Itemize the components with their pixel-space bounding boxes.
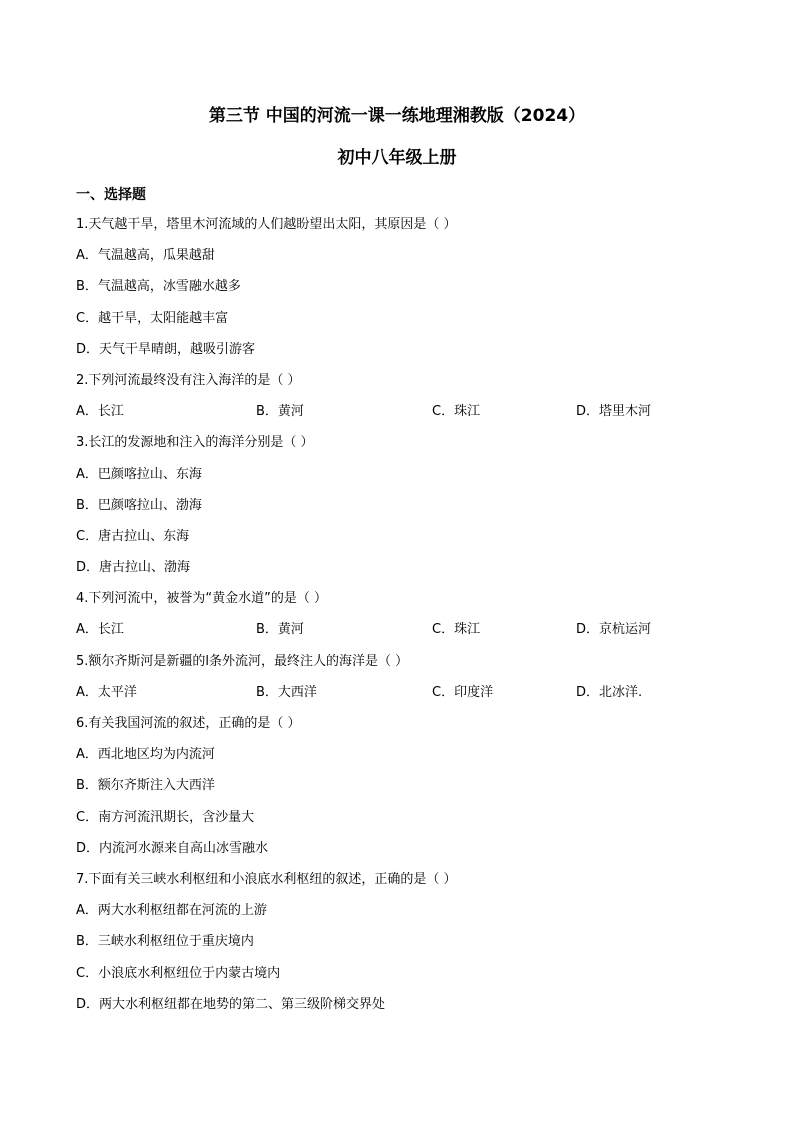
question-stem: 7.下面有关三峡水利枢纽和小浪底水利枢纽的叙述，正确的是（ ） <box>76 871 457 887</box>
option-c: C．印度洋 <box>432 684 494 700</box>
option-c: C．小浪底水利枢纽位于内蒙古境内 <box>76 965 281 981</box>
option-a: A．太平洋 <box>76 684 137 700</box>
option-a: A．西北地区均为内流河 <box>76 747 215 763</box>
document-subtitle: 初中八年级上册 <box>337 148 457 168</box>
option-c: C．南方河流汛期长，含沙量大 <box>76 809 255 825</box>
question-2 <box>76 368 736 430</box>
question-7 <box>76 867 736 1023</box>
option-d: D．北冰洋. <box>576 684 643 700</box>
option-d: D．内流河水源来自高山冰雪融水 <box>76 840 269 856</box>
question-stem: 4.下列河流中，被誉为“黄金水道”的是（ ） <box>76 591 328 607</box>
question-stem: 5.额尔齐斯河是新疆的l条外流河，最终注人的海洋是（ ） <box>76 653 409 669</box>
option-b: B．额尔齐斯注入大西洋 <box>76 778 215 794</box>
option-d: D．两大水利枢纽都在地势的第二、第三级阶梯交界处 <box>76 996 386 1012</box>
option-a: A．长江 <box>76 404 124 420</box>
question-stem: 1.天气越干旱，塔里木河流域的人们越盼望出太阳，其原因是（ ） <box>76 217 457 232</box>
option-a: A．两大水利枢纽都在河流的上游 <box>76 903 267 919</box>
option-b: B．大西洋 <box>256 684 317 700</box>
question-stem: 6.有关我国河流的叙述，正确的是（ ） <box>76 716 301 731</box>
option-row <box>76 617 736 648</box>
question-stem: 3.长江的发源地和注入的海洋分别是（ ） <box>76 435 314 451</box>
question-1 <box>76 212 736 368</box>
option-b: B．气温越高，冰雪融水越多 <box>76 279 241 295</box>
option-b: B．三峡水利枢纽位于重庆境内 <box>76 934 254 950</box>
question-list <box>76 212 736 1023</box>
option-b: B．黄河 <box>256 404 304 420</box>
option-c: C．珠江 <box>432 404 481 420</box>
question-5 <box>76 649 736 711</box>
question-6 <box>76 711 736 867</box>
option-d: D．京杭运河 <box>576 622 652 638</box>
option-row <box>76 680 736 711</box>
option-row <box>76 399 736 430</box>
option-d: D．塔里木河 <box>576 404 652 420</box>
option-a: A．气温越高，瓜果越甜 <box>76 248 215 264</box>
question-stem: 2.下列河流最终没有注入海洋的是（ ） <box>76 372 301 388</box>
option-b: B．巴颜喀拉山、渤海 <box>76 497 202 513</box>
section-heading: 一、选择题 <box>76 187 146 203</box>
document-title: 第三节 中国的河流一课一练地理湘教版（2024） <box>208 106 586 126</box>
question-4 <box>76 586 736 648</box>
option-d: D．唐古拉山、渤海 <box>76 560 191 576</box>
option-c: C．越干旱，太阳能越丰富 <box>76 310 229 326</box>
option-c: C．珠江 <box>432 622 481 638</box>
option-d: D．天气干旱晴朗，越吸引游客 <box>76 341 256 357</box>
option-a: A．长江 <box>76 622 124 638</box>
option-a: A．巴颜喀拉山、东海 <box>76 466 202 482</box>
option-c: C．唐古拉山、东海 <box>76 528 190 544</box>
question-3 <box>76 430 736 586</box>
option-b: B．黄河 <box>256 622 304 638</box>
